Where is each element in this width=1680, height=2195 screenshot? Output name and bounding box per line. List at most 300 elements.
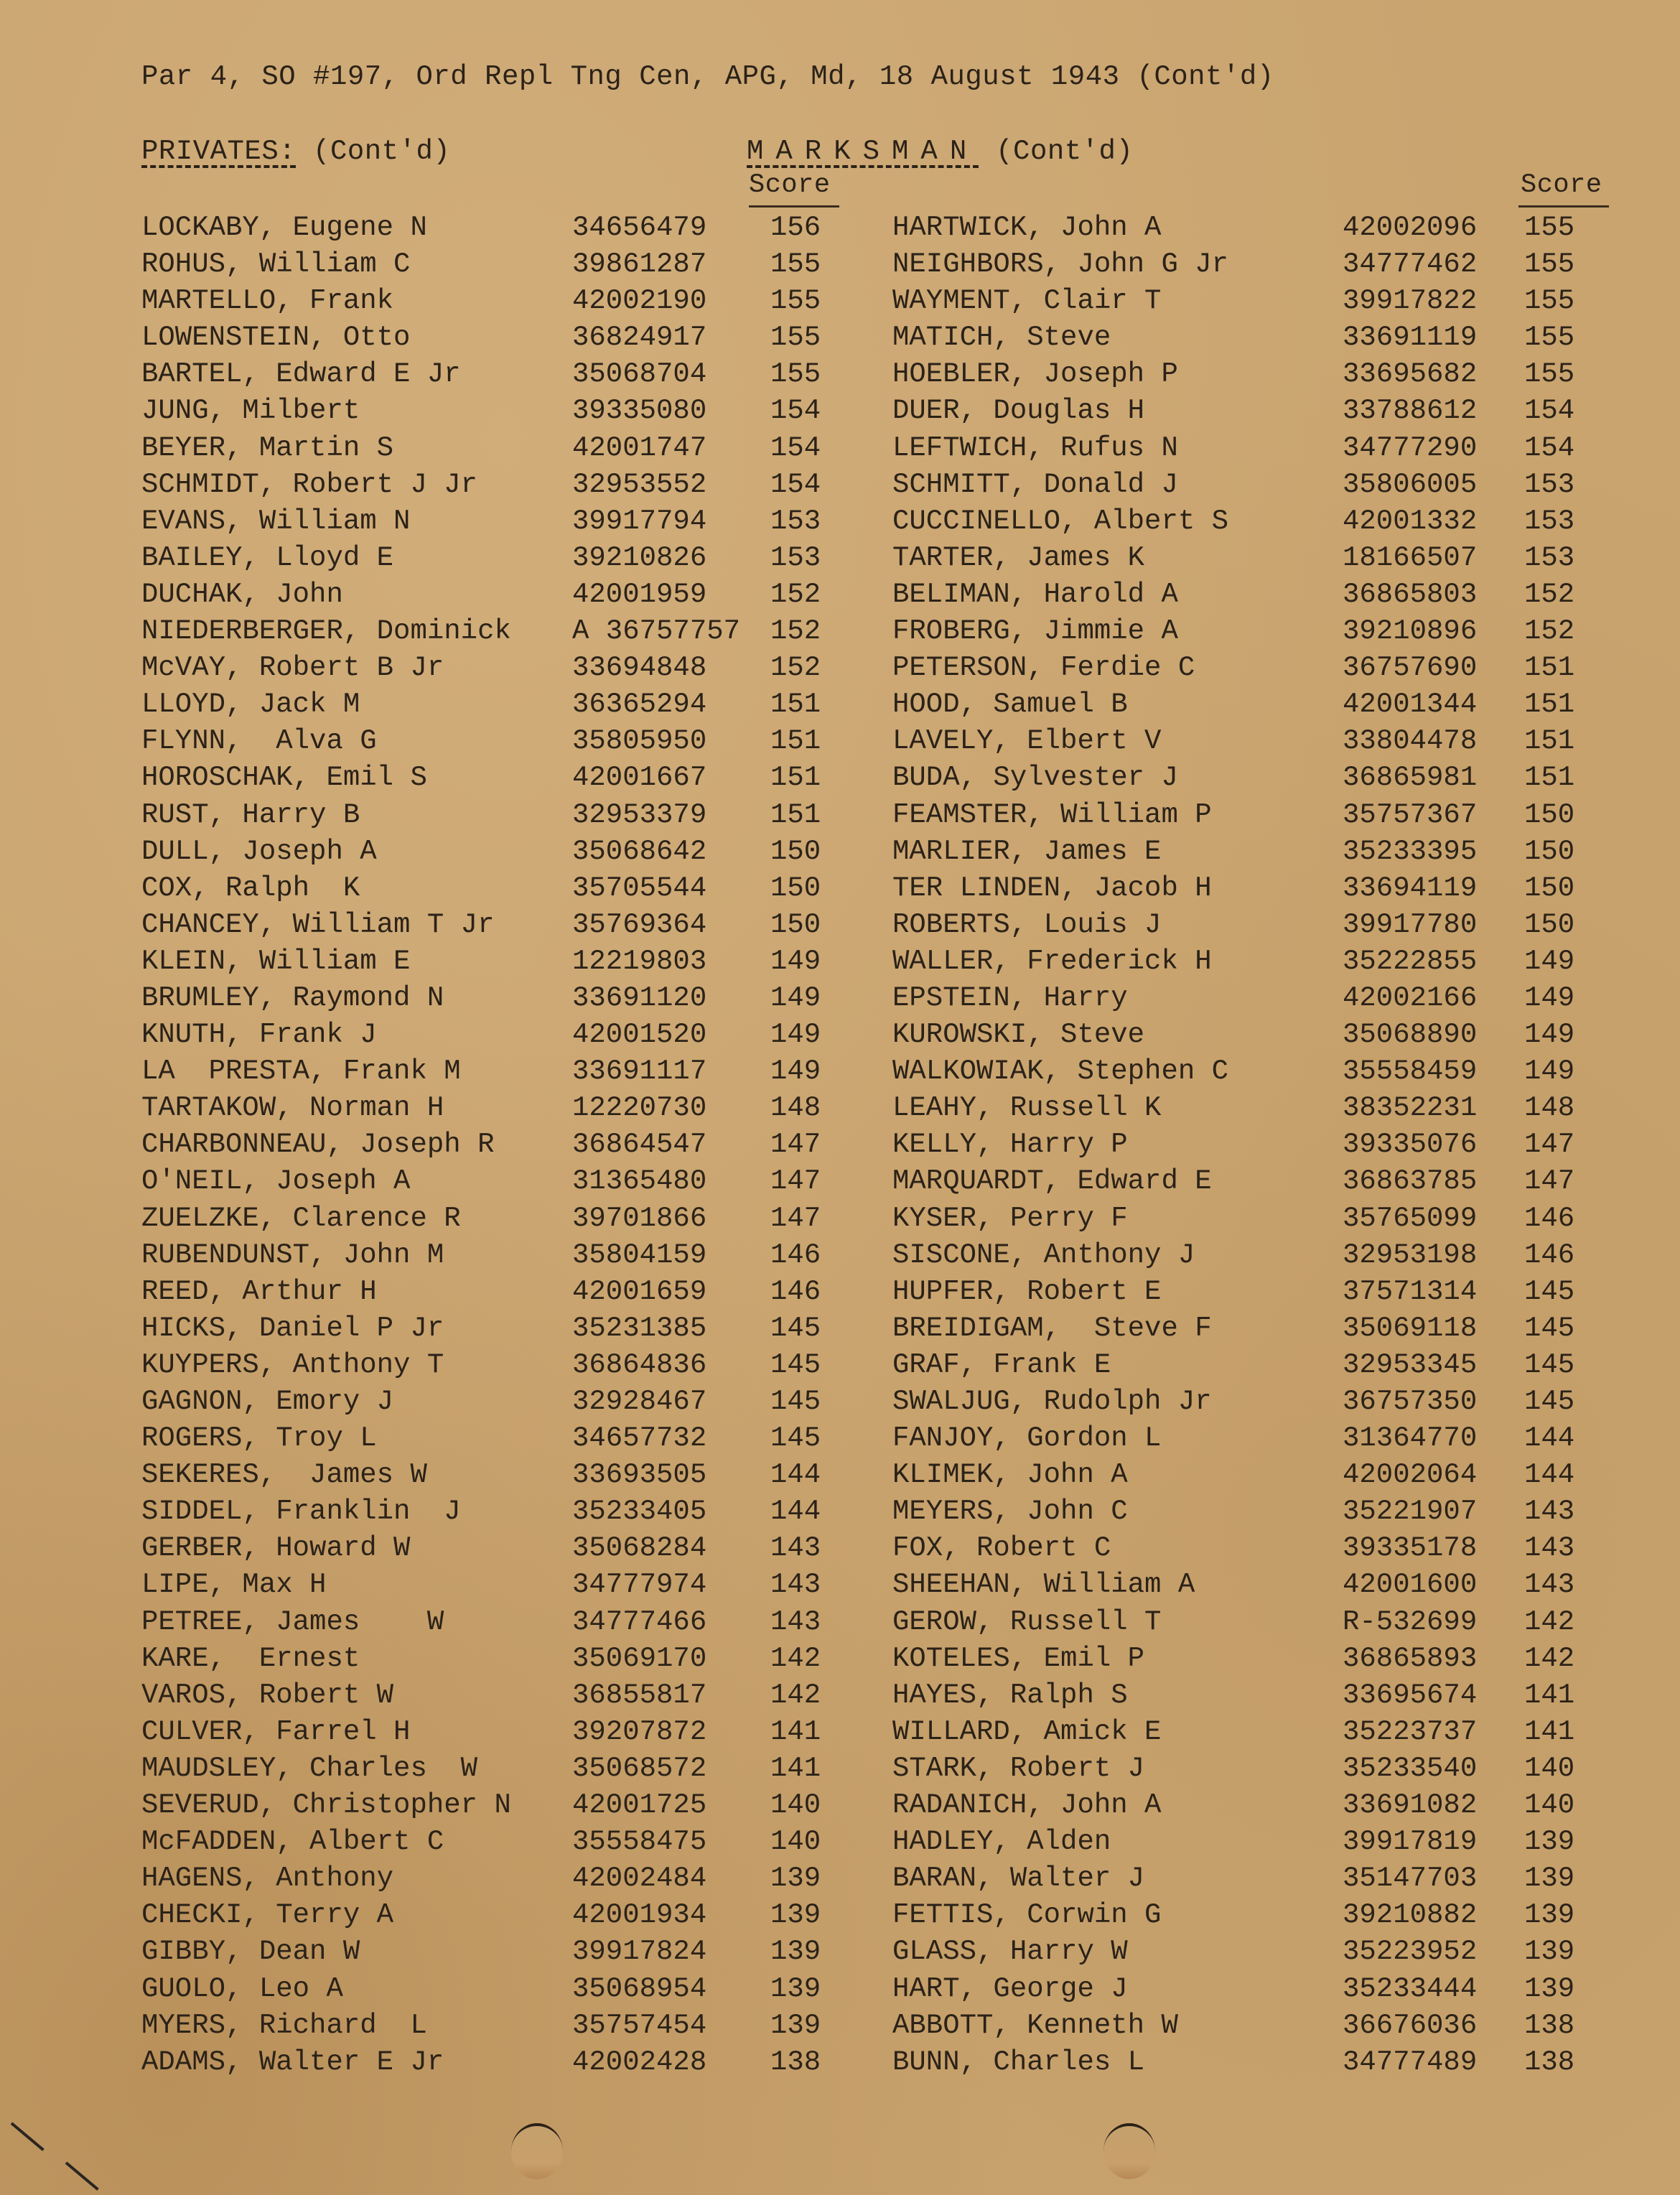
score-value: 143 [770, 1532, 821, 1565]
soldier-name: MARLIER, James E [892, 835, 1162, 867]
score-value: 155 [1524, 212, 1575, 243]
score-value: 144 [1524, 1422, 1575, 1455]
serial-number: 35068704 [572, 358, 707, 391]
score-value: 151 [1524, 762, 1575, 794]
serial-number: 35221907 [1343, 1496, 1478, 1528]
soldier-name: MYERS, Richard L [141, 2009, 427, 2041]
roster-row [892, 1457, 1639, 1493]
serial-number: 35222855 [1343, 945, 1478, 977]
soldier-name: GEROW, Russell T [892, 1606, 1162, 1638]
serial-number: 31365480 [572, 1165, 707, 1198]
roster-row [892, 1384, 1639, 1420]
score-value: 142 [1524, 1642, 1575, 1674]
serial-number: 35231385 [572, 1312, 707, 1344]
score-value: 139 [1524, 1899, 1575, 1931]
soldier-name: GUOLO, Leo A [141, 1972, 343, 2005]
roster-row [892, 686, 1639, 723]
serial-number: 42002190 [572, 285, 707, 317]
serial-number: 39701866 [572, 1202, 707, 1234]
serial-number: 35223952 [1343, 1936, 1478, 1968]
score-value: 144 [1524, 1459, 1575, 1491]
score-value: 139 [770, 1972, 821, 2005]
soldier-name: FOX, Robert C [892, 1532, 1111, 1565]
serial-number: 36865893 [1343, 1642, 1478, 1674]
soldier-name: GAGNON, Emory J [141, 1386, 394, 1417]
serial-number: 33694119 [1343, 872, 1478, 904]
soldier-name: SEVERUD, Christopher N [141, 1789, 511, 1822]
soldier-name: RUST, Harry B [141, 798, 360, 831]
score-value: 151 [1524, 689, 1575, 721]
score-column-header-right: Score [1521, 170, 1602, 200]
score-value: 151 [770, 725, 821, 758]
serial-number: 33691120 [572, 982, 707, 1014]
soldier-name: MATICH, Steve [892, 322, 1111, 354]
soldier-name: GRAF, Frank E [892, 1348, 1111, 1381]
serial-number: 12220730 [572, 1092, 707, 1124]
score-value: 151 [770, 689, 821, 721]
soldier-name: BARAN, Walter J [892, 1863, 1145, 1895]
roster-row [141, 320, 859, 356]
soldier-name: SCHMIDT, Robert J Jr [141, 468, 478, 500]
roster-row [892, 503, 1639, 540]
score-value: 142 [770, 1642, 821, 1674]
serial-number: 36864836 [572, 1348, 707, 1381]
score-value: 149 [770, 982, 821, 1014]
roster-row [141, 1347, 859, 1384]
serial-number: 35769364 [572, 908, 707, 941]
roster-row [141, 246, 859, 283]
serial-number: 36864547 [572, 1129, 707, 1161]
serial-number: 42001934 [572, 1899, 707, 1931]
soldier-name: HARTWICK, John A [892, 212, 1162, 243]
soldier-name: BELIMAN, Harold A [892, 578, 1178, 610]
roster-row [141, 613, 859, 650]
score-value: 155 [1524, 358, 1575, 391]
serial-number: 39210896 [1343, 615, 1478, 648]
score-value: 153 [770, 541, 821, 574]
soldier-name: GERBER, Howard W [141, 1532, 411, 1565]
serial-number: 39207872 [572, 1715, 707, 1748]
serial-number: 35233444 [1343, 1972, 1478, 2005]
roster-row [892, 283, 1639, 320]
score-value: 149 [1524, 982, 1575, 1014]
serial-number: 36676036 [1343, 2009, 1478, 2041]
score-value: 151 [1524, 725, 1575, 758]
roster-row [892, 1714, 1639, 1751]
serial-number: 42001332 [1343, 505, 1478, 537]
roster-row [892, 1971, 1639, 2008]
soldier-name: NEIGHBORS, John G Jr [892, 248, 1229, 281]
score-value: 153 [1524, 541, 1575, 574]
score-value: 152 [1524, 615, 1575, 648]
score-header-underline-right [1518, 205, 1609, 208]
category-heading-marksman [747, 138, 1133, 166]
roster-row [892, 1824, 1639, 1860]
serial-number: 42001725 [572, 1789, 707, 1822]
serial-number: R-532699 [1343, 1606, 1478, 1638]
soldier-name: KLEIN, William E [141, 945, 411, 977]
soldier-name: DUCHAK, John [141, 578, 343, 610]
roster-column-right [892, 210, 1639, 2081]
serial-number: 42002166 [1343, 982, 1478, 1014]
roster-row [892, 1751, 1639, 1787]
score-value: 145 [1524, 1312, 1575, 1344]
serial-number: 33691119 [1343, 322, 1478, 354]
serial-number: 33695682 [1343, 358, 1478, 391]
serial-number: 39917824 [572, 1936, 707, 1968]
staple-mark-icon [65, 2161, 99, 2190]
score-value: 140 [770, 1789, 821, 1822]
roster-row [141, 1714, 859, 1751]
roster-row [141, 1641, 859, 1677]
score-column-header-left: Score [749, 170, 831, 200]
serial-number: 35233405 [572, 1496, 707, 1528]
roster-row [141, 1127, 859, 1163]
serial-number: 34657732 [572, 1422, 707, 1455]
score-value: 152 [770, 578, 821, 610]
soldier-name: GLASS, Harry W [892, 1936, 1128, 1968]
roster-row [141, 760, 859, 796]
soldier-name: BRUMLEY, Raymond N [141, 982, 444, 1014]
roster-row [892, 1237, 1639, 1274]
score-value: 153 [1524, 468, 1575, 500]
score-value: 149 [1524, 945, 1575, 977]
score-value: 147 [770, 1129, 821, 1161]
score-value: 146 [1524, 1239, 1575, 1271]
roster-row [892, 1201, 1639, 1237]
score-value: 150 [1524, 798, 1575, 831]
roster-row [141, 1053, 859, 1090]
soldier-name: KUYPERS, Anthony T [141, 1348, 444, 1381]
roster-row [141, 283, 859, 320]
score-value: 155 [770, 358, 821, 391]
soldier-name: COX, Ralph K [141, 872, 360, 904]
soldier-name: BARTEL, Edward E Jr [141, 358, 461, 391]
serial-number: 34777489 [1343, 2046, 1478, 2078]
soldier-name: FLYNN, Alva G [141, 725, 377, 758]
roster-row [892, 870, 1639, 907]
serial-number: 36757350 [1343, 1386, 1478, 1417]
roster-row [141, 467, 859, 503]
roster-row [141, 2008, 859, 2044]
score-value: 143 [770, 1606, 821, 1638]
score-value: 154 [770, 395, 821, 427]
soldier-name: ABBOTT, Kenneth W [892, 2009, 1178, 2041]
soldier-name: MEYERS, John C [892, 1496, 1128, 1528]
soldier-name: CUCCINELLO, Albert S [892, 505, 1229, 537]
serial-number: 39335076 [1343, 1129, 1478, 1161]
score-value: 156 [770, 212, 821, 243]
soldier-name: NIEDERBERGER, Dominick [141, 615, 511, 648]
serial-number: A 36757757 [572, 615, 741, 648]
serial-number: 32953345 [1343, 1348, 1478, 1381]
soldier-name: MARTELLO, Frank [141, 285, 394, 317]
roster-row [141, 1457, 859, 1493]
soldier-name: EPSTEIN, Harry [892, 982, 1128, 1014]
serial-number: 36855817 [572, 1679, 707, 1711]
punch-hole-icon [1103, 2123, 1155, 2179]
serial-number: 42001959 [572, 578, 707, 610]
soldier-name: FROBERG, Jimmie A [892, 615, 1178, 648]
serial-number: 34777466 [572, 1606, 707, 1638]
soldier-name: REED, Arthur H [141, 1275, 377, 1308]
score-value: 139 [770, 1863, 821, 1895]
serial-number: 39917780 [1343, 908, 1478, 941]
serial-number: 39335178 [1343, 1532, 1478, 1565]
roster-row [141, 1274, 859, 1310]
soldier-name: BAILEY, Lloyd E [141, 541, 394, 574]
serial-number: 42001667 [572, 762, 707, 794]
soldier-name: MAUDSLEY, Charles W [141, 1752, 478, 1784]
roster-row [141, 1860, 859, 1897]
roster-row [141, 2044, 859, 2081]
soldier-name: LOCKABY, Eugene N [141, 212, 427, 243]
score-value: 150 [770, 835, 821, 867]
soldier-name: KARE, Ernest [141, 1642, 360, 1674]
serial-number: 33691117 [572, 1055, 707, 1088]
serial-number: 33691082 [1343, 1789, 1478, 1822]
roster-row [141, 430, 859, 467]
score-value: 138 [1524, 2009, 1575, 2041]
soldier-name: RUBENDUNST, John M [141, 1239, 444, 1271]
roster-row [141, 540, 859, 577]
score-value: 155 [1524, 322, 1575, 354]
serial-number: 36865981 [1343, 762, 1478, 794]
roster-row [141, 1384, 859, 1420]
roster-row [892, 577, 1639, 613]
serial-number: 39210826 [572, 541, 707, 574]
roster-row [141, 1310, 859, 1347]
soldier-name: CHANCEY, William T Jr [141, 908, 495, 941]
roster-row [141, 1201, 859, 1237]
score-value: 143 [1524, 1532, 1575, 1565]
soldier-name: McVAY, Robert B Jr [141, 652, 444, 684]
soldier-name: HADLEY, Alden [892, 1826, 1111, 1858]
category-suffix: (Cont'd) [979, 136, 1134, 167]
soldier-name: HOEBLER, Joseph P [892, 358, 1178, 391]
score-value: 145 [770, 1386, 821, 1417]
soldier-name: SCHMITT, Donald J [892, 468, 1178, 500]
roster-row [141, 1530, 859, 1567]
punch-hole-icon [511, 2123, 563, 2179]
roster-row [892, 943, 1639, 980]
serial-number: 35806005 [1343, 468, 1478, 500]
roster-row [892, 540, 1639, 577]
roster-row [892, 797, 1639, 834]
roster-row [141, 1787, 859, 1824]
section-label: PRIVATES: [141, 136, 297, 167]
score-value: 154 [770, 468, 821, 500]
score-value: 151 [770, 798, 821, 831]
serial-number: 42001344 [1343, 689, 1478, 721]
soldier-name: TARTAKOW, Norman H [141, 1092, 444, 1124]
soldier-name: SISCONE, Anthony J [892, 1239, 1195, 1271]
soldier-name: ROGERS, Troy L [141, 1422, 377, 1455]
score-value: 152 [770, 652, 821, 684]
score-value: 140 [770, 1826, 821, 1858]
roster-row [141, 1897, 859, 1934]
score-value: 141 [770, 1752, 821, 1784]
serial-number: 33695674 [1343, 1679, 1478, 1711]
score-value: 150 [770, 908, 821, 941]
roster-row [892, 1567, 1639, 1603]
soldier-name: KYSER, Perry F [892, 1202, 1128, 1234]
soldier-name: LLOYD, Jack M [141, 689, 360, 721]
score-value: 139 [770, 1936, 821, 1968]
roster-row [892, 1420, 1639, 1457]
score-header-underline-left [749, 205, 839, 208]
serial-number: 35068954 [572, 1972, 707, 2005]
score-value: 141 [770, 1715, 821, 1748]
score-value: 154 [1524, 395, 1575, 427]
roster-row [892, 210, 1639, 246]
soldier-name: BEYER, Martin S [141, 432, 394, 464]
serial-number: 33804478 [1343, 725, 1478, 758]
serial-number: 36865803 [1343, 578, 1478, 610]
soldier-name: RADANICH, John A [892, 1789, 1162, 1822]
score-value: 146 [1524, 1202, 1575, 1234]
roster-row [141, 723, 859, 760]
serial-number: 35068890 [1343, 1019, 1478, 1051]
soldier-name: CHARBONNEAU, Joseph R [141, 1129, 495, 1161]
score-value: 143 [1524, 1569, 1575, 1601]
soldier-name: SEKERES, James W [141, 1459, 427, 1491]
roster-row [892, 1493, 1639, 1530]
serial-number: 36824917 [572, 322, 707, 354]
serial-number: 35068572 [572, 1752, 707, 1784]
serial-number: 35757367 [1343, 798, 1478, 831]
serial-number: 42001659 [572, 1275, 707, 1308]
roster-row [141, 907, 859, 943]
soldier-name: HICKS, Daniel P Jr [141, 1312, 444, 1344]
serial-number: 35558475 [572, 1826, 707, 1858]
serial-number: 35705544 [572, 872, 707, 904]
soldier-name: McFADDEN, Albert C [141, 1826, 444, 1858]
score-value: 155 [770, 248, 821, 281]
serial-number: 42002064 [1343, 1459, 1478, 1491]
score-value: 150 [1524, 872, 1575, 904]
roster-row [141, 1677, 859, 1714]
serial-number: 34777462 [1343, 248, 1478, 281]
serial-number: 18166507 [1343, 541, 1478, 574]
roster-row [892, 320, 1639, 356]
soldier-name: MARQUARDT, Edward E [892, 1165, 1212, 1198]
soldier-name: HAYES, Ralph S [892, 1679, 1128, 1711]
score-value: 148 [1524, 1092, 1575, 1124]
score-value: 147 [1524, 1165, 1575, 1198]
score-value: 149 [770, 1019, 821, 1051]
roster-row [892, 723, 1639, 760]
roster-row [892, 1604, 1639, 1641]
soldier-name: LOWENSTEIN, Otto [141, 322, 411, 354]
serial-number: 35757454 [572, 2009, 707, 2041]
soldier-name: BREIDIGAM, Steve F [892, 1312, 1212, 1344]
score-value: 146 [770, 1275, 821, 1308]
serial-number: 34656479 [572, 212, 707, 243]
roster-row [892, 1347, 1639, 1384]
soldier-name: WALKOWIAK, Stephen C [892, 1055, 1229, 1088]
roster-row [892, 1787, 1639, 1824]
roster-row [892, 1530, 1639, 1567]
soldier-name: KELLY, Harry P [892, 1129, 1128, 1161]
soldier-name: PETREE, James W [141, 1606, 444, 1638]
roster-row [141, 1604, 859, 1641]
serial-number: 32953198 [1343, 1239, 1478, 1271]
serial-number: 39861287 [572, 248, 707, 281]
soldier-name: TARTER, James K [892, 541, 1145, 574]
score-value: 154 [1524, 432, 1575, 464]
roster-row [892, 834, 1639, 870]
soldier-name: GIBBY, Dean W [141, 1936, 360, 1968]
score-value: 149 [1524, 1055, 1575, 1088]
soldier-name: ROBERTS, Louis J [892, 908, 1162, 941]
roster-row [141, 210, 859, 246]
serial-number: 42002484 [572, 1863, 707, 1895]
score-value: 152 [770, 615, 821, 648]
roster-row [141, 1971, 859, 2008]
serial-number: 12219803 [572, 945, 707, 977]
roster-row [892, 650, 1639, 686]
roster-row [892, 2008, 1639, 2044]
roster-row [141, 1567, 859, 1603]
serial-number: 35558459 [1343, 1055, 1478, 1088]
serial-number: 37571314 [1343, 1275, 1478, 1308]
section-heading-privates [141, 138, 450, 166]
score-value: 139 [770, 2009, 821, 2041]
soldier-name: JUNG, Milbert [141, 395, 360, 427]
serial-number: 34777974 [572, 1569, 707, 1601]
serial-number: 35147703 [1343, 1863, 1478, 1895]
section-suffix: (Cont'd) [296, 136, 451, 167]
roster-row [892, 1274, 1639, 1310]
serial-number: 42002096 [1343, 212, 1478, 243]
score-value: 143 [770, 1569, 821, 1601]
soldier-name: VAROS, Robert W [141, 1679, 394, 1711]
soldier-name: LAVELY, Elbert V [892, 725, 1162, 758]
roster-row [141, 1420, 859, 1457]
roster-row [141, 1751, 859, 1787]
score-value: 139 [1524, 1863, 1575, 1895]
score-value: 140 [1524, 1752, 1575, 1784]
serial-number: 42002428 [572, 2046, 707, 2078]
soldier-name: HOOD, Samuel B [892, 689, 1128, 721]
score-value: 145 [770, 1422, 821, 1455]
roster-row [892, 1090, 1639, 1127]
score-value: 146 [770, 1239, 821, 1271]
score-value: 141 [1524, 1715, 1575, 1748]
roster-row [892, 907, 1639, 943]
score-value: 139 [1524, 1936, 1575, 1968]
soldier-name: DULL, Joseph A [141, 835, 377, 867]
roster-row [892, 1641, 1639, 1677]
roster-row [892, 2044, 1639, 2081]
soldier-name: BUDA, Sylvester J [892, 762, 1178, 794]
serial-number: 35233540 [1343, 1752, 1478, 1784]
roster-row [141, 834, 859, 870]
soldier-name: WAYMENT, Clair T [892, 285, 1162, 317]
score-value: 155 [770, 285, 821, 317]
serial-number: 35069170 [572, 1642, 707, 1674]
soldier-name: WILLARD, Amick E [892, 1715, 1162, 1748]
soldier-name: FEAMSTER, William P [892, 798, 1212, 831]
soldier-name: STARK, Robert J [892, 1752, 1145, 1784]
roster-row [892, 430, 1639, 467]
soldier-name: KUROWSKI, Steve [892, 1019, 1145, 1051]
roster-row [141, 686, 859, 723]
serial-number: 42001600 [1343, 1569, 1478, 1601]
score-value: 153 [770, 505, 821, 537]
score-value: 150 [770, 872, 821, 904]
